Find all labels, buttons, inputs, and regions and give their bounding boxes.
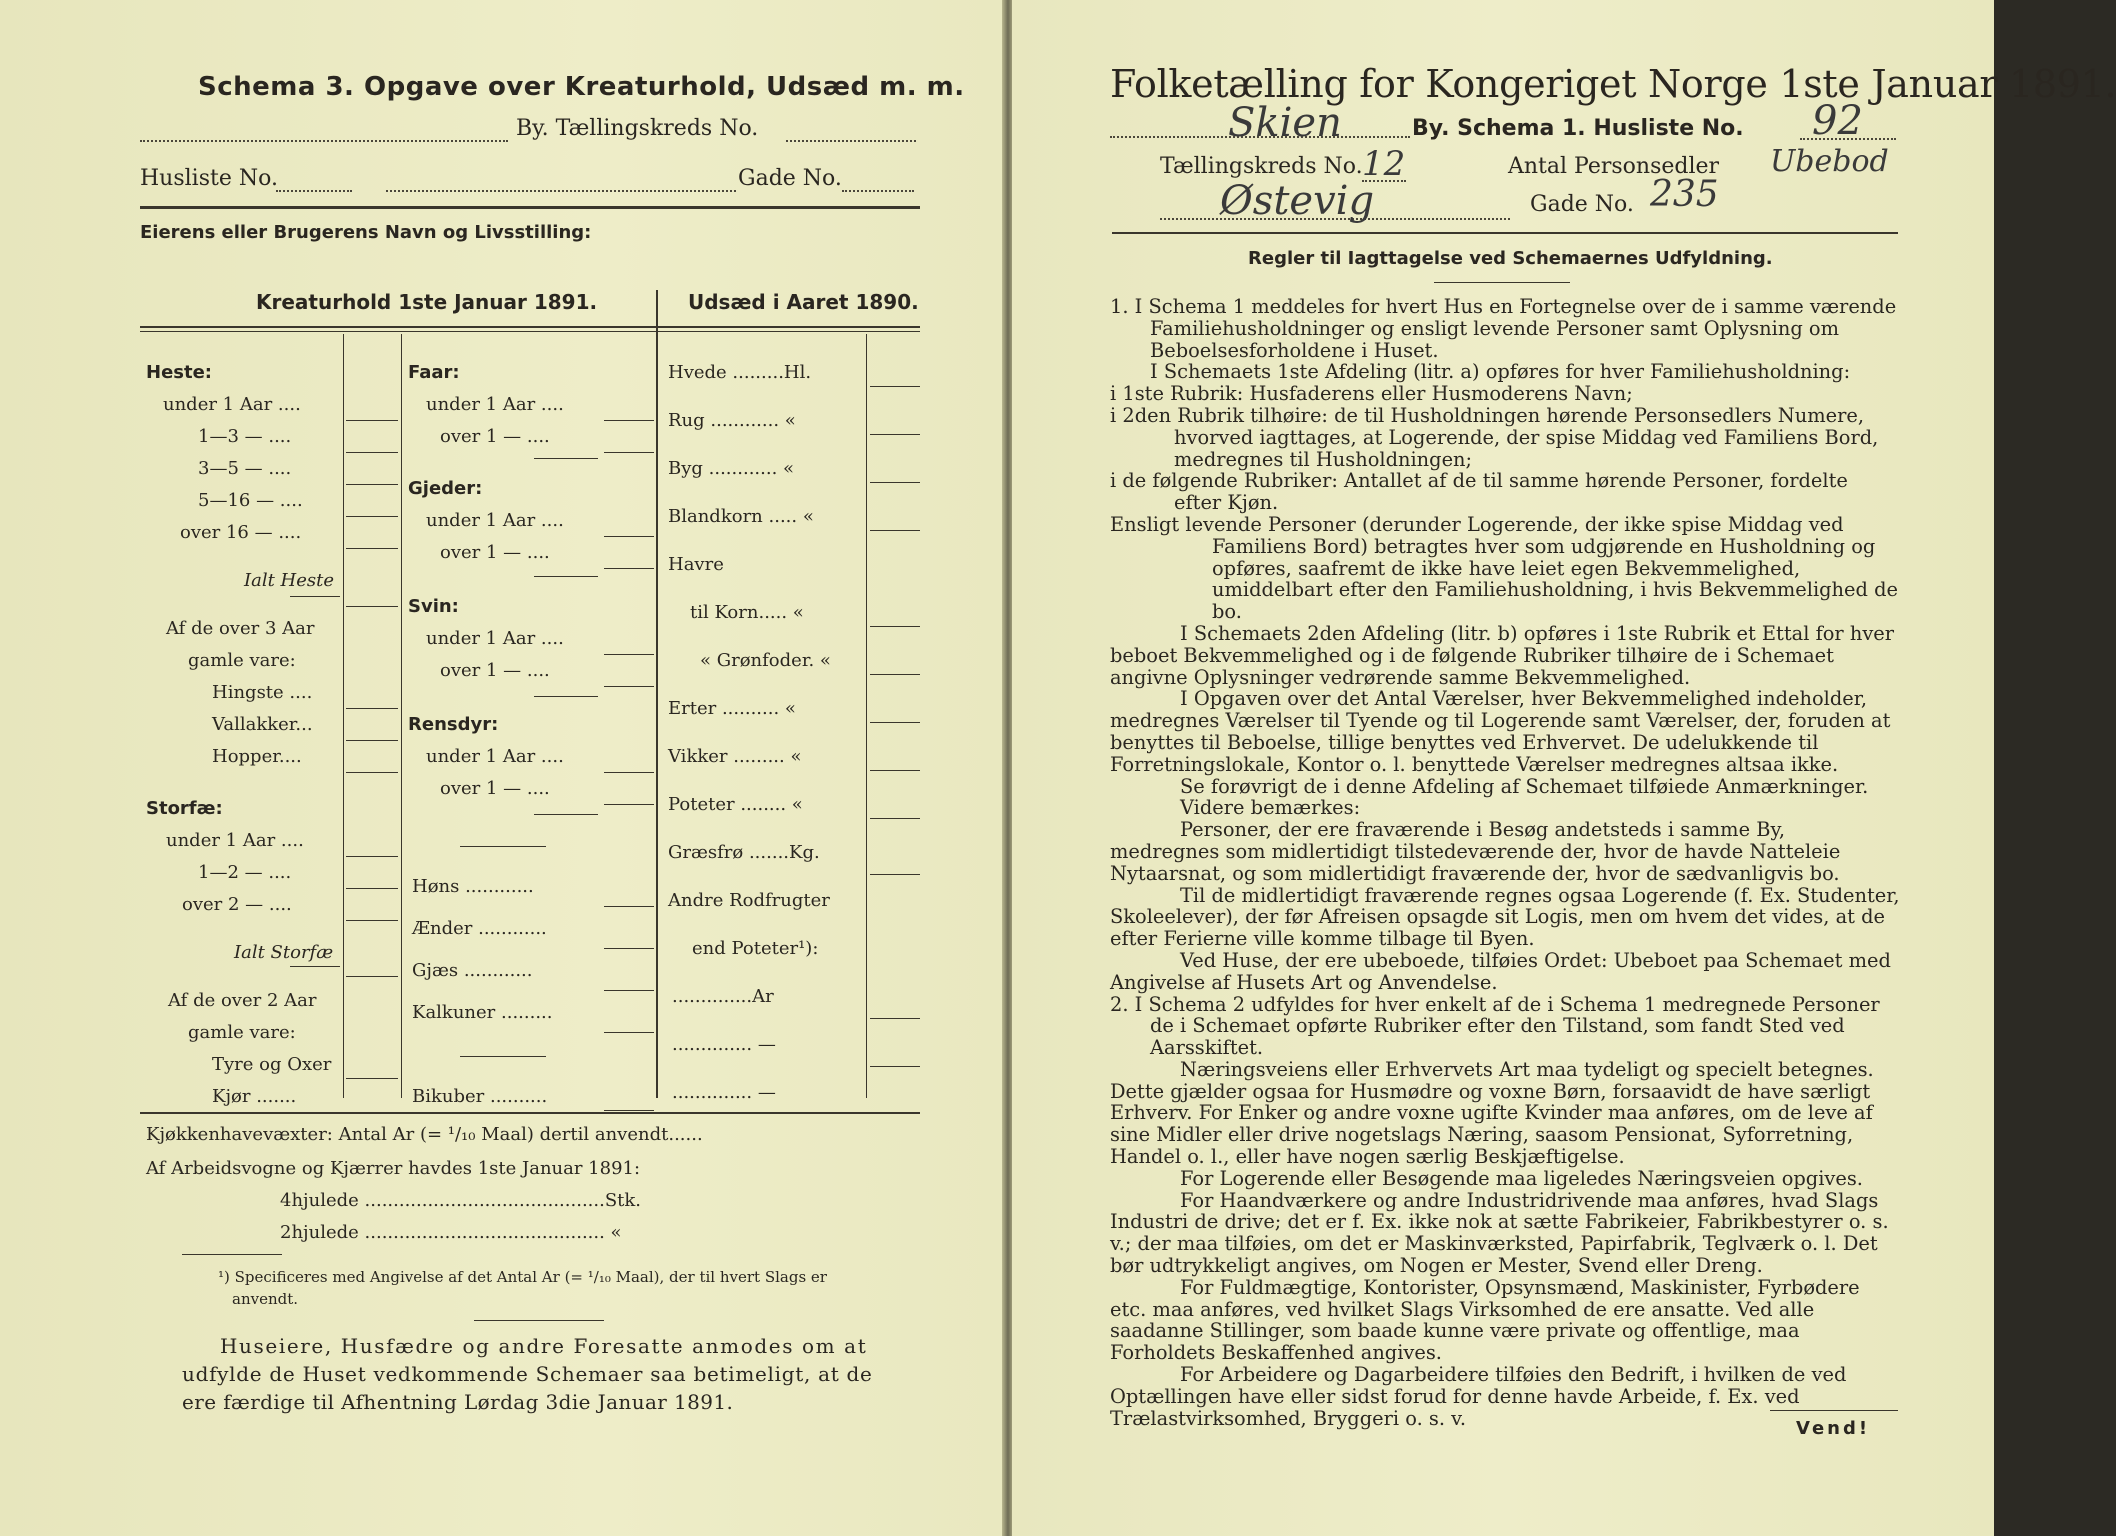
entry-line <box>604 420 654 421</box>
storfae-title: Storfæ: <box>146 798 223 819</box>
udsaed-row: Hvede .........Hl. <box>668 362 812 383</box>
udsaed-row: « Grønfoder. « <box>700 650 831 671</box>
dotted-line <box>786 140 916 142</box>
handwritten-ubebod: Ubebod <box>1770 144 1889 179</box>
entry-line <box>604 686 654 687</box>
udsaed-row: Andre Rodfrugter <box>668 890 830 911</box>
entry-line <box>870 674 920 675</box>
udsaed-row: Byg ............ « <box>668 458 795 479</box>
entry-line <box>534 814 598 815</box>
entry-line <box>604 804 654 805</box>
heste-sub: Hingste .... <box>212 682 313 703</box>
storfae-gamle: gamle vare: <box>188 1022 296 1043</box>
fugl-row: Kalkuner ......... <box>412 1002 553 1023</box>
col-rule <box>343 334 344 1098</box>
entry-line <box>870 1066 920 1067</box>
notice-rule <box>474 1320 604 1321</box>
udsaed-row: Havre <box>668 554 724 575</box>
entry-line <box>346 740 398 741</box>
krets-label: Tællingskreds No. <box>1160 154 1363 179</box>
rule-paragraph: Videre bemærkes: <box>1180 796 1361 820</box>
entry-line <box>870 874 920 875</box>
heste-sub: Vallakker... <box>212 714 313 735</box>
entry-line <box>604 654 654 655</box>
dotted-line <box>140 140 508 142</box>
rule-paragraph: i 2den Rubrik tilhøire: de til Husholdningen hørende Personsedlers Numere, hvorved iagttages, at Logerende, der spise Middag ved Familiens Bord, medregnes til Husholdningen; <box>1110 403 1879 471</box>
handwritten-street: Østevig <box>1220 178 1375 224</box>
storfae-sub: Kjør ....... <box>212 1086 297 1107</box>
udsaed-row: Poteter ........ « <box>668 794 803 815</box>
entry-line <box>870 722 920 723</box>
svin-row: over 1 — .... <box>440 660 550 681</box>
entry-line <box>346 548 398 549</box>
rule-paragraph: 2. I Schema 2 udfyldes for hver enkelt af de i Schema 1 medregnede Personer de i Schemaet opførte Rubriker efter den Tilstand, som fandt Sted ved Aarsskiftet. <box>1110 992 1880 1060</box>
header-rule <box>140 206 920 209</box>
bikuber-row: Bikuber .......... <box>412 1086 548 1107</box>
rule-paragraph: Se forøvrigt de i denne Afdeling af Schemaet tilføiede Anmærkninger. <box>1180 774 1869 798</box>
entry-line <box>346 606 398 607</box>
gade-no-label: Gade No. <box>1530 192 1634 217</box>
rule-paragraph: For Fuldmægtige, Kontorister, Opsynsmænd, Maskinister, Fyrbødere etc. maa anføres, ved hvilket Slags Virksomhed de ere ansatte. Ved alle saadanne Stillinger, som baade kunne være private og offentlige, maa Forholdets Beskaffenhed angives. <box>1110 1275 1860 1365</box>
faar-row: under 1 Aar .... <box>426 394 564 415</box>
rule-paragraph: I Opgaven over det Antal Værelser, hver Bekvemmelighed indeholder, medregnes Værelser til Tyende og til Logerende samt Værelser, der, foruden at benyttes til Beboelse, tillige benyttes ved Erhvervet. De udelukkende til Forretningslokale, Kontor o. l. benyttede Værelser medregnes altsaa ikke. <box>1110 687 1891 776</box>
dotted-line <box>386 190 736 192</box>
gade-label: Gade No. <box>738 166 842 191</box>
heste-row: under 1 Aar .... <box>163 394 301 415</box>
owner-label: Eierens eller Brugerens Navn og Livsstilling: <box>140 222 592 243</box>
udsaed-row: Erter .......... « <box>668 698 796 719</box>
fugl-row: Ænder ............ <box>412 918 547 939</box>
rules-body <box>1110 296 1900 1429</box>
faar-title: Faar: <box>408 362 460 383</box>
gjeder-title: Gjeder: <box>408 478 483 499</box>
entry-line <box>346 708 398 709</box>
entry-line <box>870 530 920 531</box>
entry-line <box>604 906 654 907</box>
rule-paragraph: Ved Huse, der ere ubeboede, tilføies Ordet: Ubeboet paa Schemaet med Angivelse af Husets Art og Anvendelse. <box>1110 948 1891 994</box>
kjokkenhave-line: Kjøkkenhavevæxter: Antal Ar (= ¹/₁₀ Maal) dertil anvendt...... <box>146 1124 703 1145</box>
table-divider-main <box>656 290 658 1098</box>
heste-sub: Hopper.... <box>212 746 302 767</box>
schema3-title: Schema 3. Opgave over Kreaturhold, Udsæd m. m. <box>198 72 965 102</box>
handwritten-husliste: 92 <box>1812 98 1863 144</box>
rule-paragraph: I Schemaets 1ste Afdeling (litr. a) opføres for hver Familiehusholdning: <box>1150 360 1851 384</box>
entry-line <box>290 596 340 597</box>
udsaed-header: Udsæd i Aaret 1890. <box>688 290 919 314</box>
entry-line <box>346 484 398 485</box>
udsaed-row: .............. — <box>672 1034 776 1055</box>
fugl-row: Høns ............ <box>412 876 534 897</box>
rule-paragraph: I Schemaets 2den Afdeling (litr. b) opføres i 1ste Rubrik et Ettal for hver beboet Bekvemmelighed og i de følgende Rubriker tilhøire de i Schemaet angivne Oplysninger vedrørende samme Bekvemmelighed. <box>1110 621 1895 689</box>
dotted-line <box>276 190 352 192</box>
entry-line <box>346 856 398 857</box>
heste-gamle: gamle vare: <box>188 650 296 671</box>
udsaed-row: .............. — <box>672 1082 776 1103</box>
entry-line <box>346 516 398 517</box>
entry-line <box>534 696 598 697</box>
table-top-rule <box>140 326 920 328</box>
rules-title: Regler til Iagttagelse ved Schemaernes Udfyldning. <box>1248 248 1773 269</box>
rensdyr-title: Rensdyr: <box>408 714 499 735</box>
entry-line <box>346 888 398 889</box>
rule-paragraph: i de følgende Rubriker: Antallet af de til samme hørende Personer, fordelte efter Kjøn. <box>1110 469 1848 515</box>
rule-paragraph: Næringsveiens eller Erhvervets Art maa tydeligt og specielt betegnes. Dette gjælder ogsaa for Husmødre og voxne Børn, forsaavidt de have særligt Erhverv. For Enker og andre voxne ugifte Kvinder maa anføres, om de leve af sine Midler eller drive nogetslags Næring, saasom Pensionat, Syforretning, Handel o. l., eller have nogen særlig Beskjæftigelse. <box>1110 1057 1874 1169</box>
handwritten-city: Skien <box>1228 100 1342 146</box>
hjul4-line: 4hjulede ..........................................Stk. <box>280 1190 642 1211</box>
udsaed-row: ..............Ar <box>672 986 774 1007</box>
rule-paragraph: For Haandværkere og andre Industridrivende maa anføres, hvad Slags Industri de drive; det er f. Ex. ikke nok at sætte Fabrikeier, Fabrikbestyrer o. s. v.; der maa tilføies, om det er Maskinværksted, Papirfabrik, Teglværk o. l. Det bør udtrykkeligt angives, om Nogen er Mester, Svend eller Dreng. <box>1110 1188 1889 1278</box>
ialt-storfae: Ialt Storfæ <box>234 942 334 963</box>
gjeder-row: over 1 — .... <box>440 542 550 563</box>
footnote-line2: anvendt. <box>232 1290 299 1308</box>
husliste-label: Husliste No. <box>140 166 278 191</box>
udsaed-row: Vikker ......... « <box>668 746 802 767</box>
notice-line1: Huseiere, Husfædre og andre Foresatte anmodes om at <box>220 1334 868 1358</box>
storfae-af-over: Af de over 2 Aar <box>168 990 317 1011</box>
udsaed-row: Blandkorn ..... « <box>668 506 814 527</box>
handwritten-gade: 235 <box>1650 174 1719 215</box>
table-top-rule2 <box>140 331 920 332</box>
udsaed-row: Rug ............ « <box>668 410 796 431</box>
entry-line <box>604 772 654 773</box>
udsaed-row: Græsfrø .......Kg. <box>668 842 820 863</box>
entry-line <box>604 948 654 949</box>
ialt-heste: Ialt Heste <box>244 570 335 591</box>
by-schema-label: By. Schema 1. Husliste No. <box>1412 116 1744 141</box>
heste-row: 5—16 — .... <box>198 490 303 511</box>
footnote-rule <box>182 1254 282 1255</box>
entry-line <box>346 920 398 921</box>
entry-line <box>870 818 920 819</box>
title-underline <box>1434 282 1570 283</box>
rule-paragraph: 1. I Schema 1 meddeles for hvert Hus en Fortegnelse over de i samme værende Familiehusholdninger og ensligt levende Personer samt Oplysning om Beboelsesforholdene i Huset. <box>1110 295 1897 362</box>
entry-line <box>534 576 598 577</box>
entry-line <box>604 452 654 453</box>
entry-line <box>604 536 654 537</box>
storfae-row: over 2 — .... <box>182 894 292 915</box>
entry-line <box>346 452 398 453</box>
entry-line <box>870 482 920 483</box>
notice-line3: ere færdige til Afhentning Lørdag 3die Januar 1891. <box>182 1390 734 1414</box>
vend-label: Vend! <box>1796 1418 1871 1439</box>
storfae-row: under 1 Aar .... <box>166 830 304 851</box>
heste-title: Heste: <box>146 362 212 383</box>
by-kreds-label: By. Tællingskreds No. <box>516 116 759 141</box>
gjeder-row: under 1 Aar .... <box>426 510 564 531</box>
arbeidsvogne-line: Af Arbeidsvogne og Kjærrer havdes 1ste Januar 1891: <box>146 1158 641 1179</box>
svin-title: Svin: <box>408 596 459 617</box>
udsaed-row: end Poteter¹): <box>692 938 819 959</box>
entry-line <box>870 1018 920 1019</box>
heste-row: 3—5 — .... <box>198 458 292 479</box>
handwritten-krets: 12 <box>1362 144 1406 184</box>
entry-line <box>604 1032 654 1033</box>
heste-row: 1—3 — .... <box>198 426 292 447</box>
rule-paragraph: Personer, der ere fraværende i Besøg andetsteds i samme By, medregnes som midlertidigt tilstedeværende der, hvor de havde Natteleie Nytaarsnat, og som midlertidigt fraværende der, hvor de sædvanligvis bo. <box>1110 818 1841 885</box>
kreaturhold-header: Kreaturhold 1ste Januar 1891. <box>256 290 598 314</box>
rule-paragraph: For Logerende eller Besøgende maa ligeledes Næringsveien opgives. <box>1180 1166 1863 1190</box>
entry-line <box>870 626 920 627</box>
separator-line <box>460 846 546 847</box>
entry-line <box>346 976 398 977</box>
entry-line <box>604 1110 654 1111</box>
separator-line <box>460 1056 546 1057</box>
udsaed-row: til Korn..... « <box>690 602 804 623</box>
entry-line <box>870 434 920 435</box>
entry-line <box>290 966 340 967</box>
hjul2-line: 2hjulede .......................................... « <box>280 1222 622 1243</box>
storfae-row: 1—2 — .... <box>198 862 292 883</box>
entry-line <box>534 458 598 459</box>
rule-paragraph: For Arbeidere og Dagarbeidere tilføies den Bedrift, i hvilken de ved Optællingen have eller sidst forud for denne havde Arbeide, f. Ex. ved Trælastvirksomhed, Bryggeri o. s. v. <box>1110 1363 1847 1430</box>
heste-af-over: Af de over 3 Aar <box>166 618 315 639</box>
entry-line <box>870 386 920 387</box>
storfae-sub: Tyre og Oxer <box>212 1054 332 1075</box>
footnote-line1: ¹) Specificeres med Angivelse af det Antal Ar (= ¹/₁₀ Maal), der til hvert Slags er <box>218 1268 827 1286</box>
vend-rule <box>1770 1410 1898 1411</box>
col-rule <box>401 334 402 1098</box>
fugl-row: Gjæs ............ <box>412 960 533 981</box>
entry-line <box>870 770 920 771</box>
table-bottom-rule <box>140 1112 920 1114</box>
entry-line <box>346 1078 398 1079</box>
rensdyr-row: under 1 Aar .... <box>426 746 564 767</box>
antal-label: Antal Personsedler <box>1508 154 1720 179</box>
entry-line <box>346 772 398 773</box>
folketaelling-title: Folketælling for Kongeriget Norge 1ste Januar 1891. <box>1110 62 2116 106</box>
heste-row: over 16 — .... <box>180 522 302 543</box>
entry-line <box>604 990 654 991</box>
svin-row: under 1 Aar .... <box>426 628 564 649</box>
dotted-line <box>842 190 914 192</box>
rensdyr-row: over 1 — .... <box>440 778 550 799</box>
faar-row: over 1 — .... <box>440 426 550 447</box>
entry-line <box>604 568 654 569</box>
notice-line2: udfylde de Huset vedkommende Schemaer saa betimeligt, at de <box>182 1362 873 1386</box>
col-rule <box>866 334 867 1098</box>
right-header-rule <box>1112 232 1898 234</box>
entry-line <box>346 420 398 421</box>
rule-paragraph: Til de midlertidigt fraværende regnes ogsaa Logerende (f. Ex. Studenter, Skoleelever), der før Afreisen opsagde sit Logis, men om hvem det vides, at de efter Ferierne ville komme tilbage til Byen. <box>1110 883 1900 951</box>
rule-paragraph: i 1ste Rubrik: Husfaderens eller Husmoderens Navn; <box>1110 382 1633 406</box>
rule-paragraph: Ensligt levende Personer (derunder Logerende, der ikke spise Middag ved Familiens Bord) betragtes hver som udgjørende en Husholdning og opføres, saafremt de ikke have leiet egen Bekvemmelighed, umiddelbart efter den Familiehusholdning, i hvis Bekvemmelighed de bo. <box>1110 512 1898 624</box>
